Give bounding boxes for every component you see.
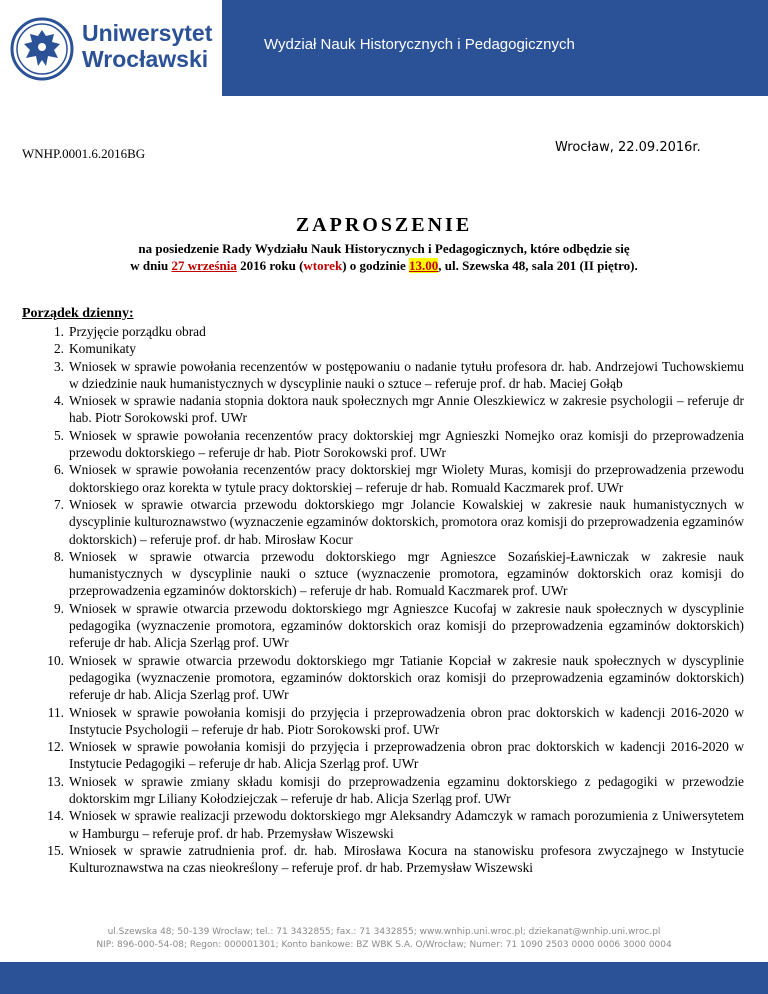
university-name-line1: Uniwersytet xyxy=(82,20,213,46)
agenda-item xyxy=(22,704,744,739)
agenda-item-text: Wniosek w sprawie powołania recenzentów w postępowaniu o nadanie tytułu profesora dr. hab. Andrzejowi Tuchowskiemu w dziedzinie nauk humanistycznych w dyscyplinie nauki o sztuce – referuje prof. dr hab. Maciej Gołąb xyxy=(69,358,744,391)
reference-number: WNHP.0001.6.2016BG xyxy=(22,146,146,161)
agenda-item xyxy=(22,652,744,704)
agenda-item-text: Wniosek w sprawie nadania stopnia doktora nauk społecznych mgr Annie Oleszkiewicz w zakresie psychologii – referuje dr hab. Piotr Sorokowski prof. UWr xyxy=(69,393,744,426)
agenda-item-number: 3. xyxy=(53,358,64,374)
university-name xyxy=(82,20,212,72)
agenda-item-text: Przyjęcie porządku obrad xyxy=(69,324,206,339)
meeting-mid2: ) o godzinie xyxy=(342,258,409,273)
university-name-line2: Wrocławski xyxy=(82,46,209,72)
letterhead xyxy=(0,0,768,96)
agenda-item xyxy=(22,548,744,600)
agenda-item-number: 4. xyxy=(53,393,64,409)
agenda-item-text: Wniosek w sprawie zmiany składu komisji do przeprowadzenia egzaminu doktorskiego z pedagogiki w przewodzie doktorskim mgr Liliany Kołodziejczak – referuje dr hab. Alicja Szerląg prof. UWr xyxy=(69,773,744,807)
agenda-item xyxy=(22,323,744,340)
agenda-item-number: 9. xyxy=(53,600,64,616)
meeting-day: wtorek xyxy=(303,258,343,273)
meeting-time: 13.00 xyxy=(409,258,439,273)
university-eagle-icon xyxy=(10,16,74,82)
agenda-item-number: 7. xyxy=(53,496,64,512)
footer-band xyxy=(0,962,768,994)
agenda-item-text: Wniosek w sprawie otwarcia przewodu doktorskiego mgr Agnieszce Sozańskiej-Ławniczak w zakresie nauk humanistycznych w dyscyplinie nauki o sztuce (wyznaczenie promotora, egzaminów doktorskich oraz komisji do przeprowadzenia egzaminów doktorskich) – referuje dr hab. Romuald Kaczmarek prof. UWr xyxy=(69,548,744,599)
agenda-item xyxy=(22,340,744,357)
faculty-name: Wydział Nauk Historycznych i Pedagogicznych xyxy=(264,36,575,53)
agenda-item-number: 10. xyxy=(47,652,64,668)
agenda-item-number: 15. xyxy=(47,842,64,858)
agenda-item-number: 2. xyxy=(53,341,64,357)
meeting-location: , ul. Szewska 48, sala 201 (II piętro). xyxy=(438,258,638,273)
agenda-item xyxy=(22,496,744,548)
meeting-mid1: 2016 roku ( xyxy=(236,258,304,273)
footer xyxy=(0,926,768,952)
agenda-heading: Porządek dzienny: xyxy=(22,306,134,321)
agenda-item-text: Wniosek w sprawie otwarcia przewodu doktorskiego mgr Jolancie Kowalskiej w zakresie nauk humanistycznych w dyscyplinie kulturoznawstwo (wyznaczenie egzaminów doktorskich, promotora oraz komisji do przeprowadzenia egzaminów doktorskich) – referuje prof. dr hab. Mirosław Kocur xyxy=(69,496,744,547)
document-title: ZAPROSZENIE xyxy=(295,214,473,236)
agenda-item-text: Wniosek w sprawie otwarcia przewodu doktorskiego mgr Tatianie Kopciał w zakresie nauk społecznych w dyscyplinie pedagogika (wyznaczenie promotora, egzaminów doktorskich oraz komisji do przeprowadzenia egzaminów doktorskich) referuje dr hab. Alicja Szerląg prof. UWr xyxy=(69,652,744,703)
agenda-item-text: Komunikaty xyxy=(69,341,136,357)
meeting-info xyxy=(0,240,768,274)
agenda-item-text: Wniosek w sprawie powołania komisji do przyjęcia i przeprowadzenia obron prac doktorskich w kadencji 2016-2020 w Instytucie Psychologii – referuje dr hab. Piotr Sorokowski prof. UWr xyxy=(69,704,744,737)
agenda-item-number: 5. xyxy=(53,427,64,443)
agenda-item xyxy=(22,773,744,808)
agenda-item-text: Wniosek w sprawie powołania komisji do przyjęcia i przeprowadzenia obron prac doktorskich w kadencji 2016-2020 w Instytucie Pedagogiki – referuje dr hab. Alicja Szerląg prof. UWr xyxy=(69,739,744,772)
place-date: Wrocław, 22.09.2016r. xyxy=(555,140,701,155)
agenda-item-text: Wniosek w sprawie realizacji przewodu doktorskiego mgr Aleksandry Adamczyk w ramach porozumienia z Uniwersytetem w Hamburgu – referuje prof. dr hab. Przemysław Wiszewski xyxy=(69,808,744,841)
footer-registration: NIP: 896-000-54-08; Regon: 000001301; Konto bankowe: BZ WBK S.A. O/Wrocław; Numer: 71 1090 2503 0000 0006 3000 0004 xyxy=(96,940,672,950)
agenda-item xyxy=(22,392,744,427)
meeting-info-line2 xyxy=(0,257,768,274)
agenda-item xyxy=(22,807,744,842)
agenda-item xyxy=(22,738,744,773)
meeting-prefix: w dniu xyxy=(130,258,172,273)
agenda-item-number: 8. xyxy=(53,548,64,564)
meeting-info-line1: na posiedzenie Rady Wydziału Nauk Historycznych i Pedagogicznych, które odbędzie się xyxy=(138,241,630,256)
agenda-item-number: 6. xyxy=(53,462,64,478)
agenda-item-number: 14. xyxy=(47,808,64,824)
agenda-item xyxy=(22,842,744,877)
logo-area xyxy=(0,0,222,96)
footer-contact: ul.Szewska 48; 50-139 Wrocław; tel.: 71 3432855; fax.: 71 3432855; www.wnhip.uni.wroc.pl; dziekanat@wnhip.uni.wroc.pl xyxy=(107,927,661,937)
agenda-item-text: Wniosek w sprawie powołania recenzentów pracy doktorskiej mgr Wiolety Muras, komisji do przeprowadzenia przewodu doktorskiego oraz korekta w tytule pracy doktorskiej – referuje dr hab. Romuald Kaczmarek prof. UWr xyxy=(69,462,744,495)
agenda-list xyxy=(22,323,744,877)
agenda-item-number: 1. xyxy=(53,324,64,339)
agenda-item xyxy=(22,358,744,393)
agenda-item-number: 11. xyxy=(47,704,64,720)
meeting-date: 27 września xyxy=(171,258,237,273)
agenda-item xyxy=(22,461,744,496)
agenda-item xyxy=(22,600,744,652)
agenda-item-number: 13. xyxy=(47,773,64,789)
agenda-item-number: 12. xyxy=(47,739,64,755)
agenda-item-text: Wniosek w sprawie zatrudnienia prof. dr. hab. Mirosława Kocura na stanowisku profesora zwyczajnego w Instytucie Kulturoznawstwa na czas nieokreślony – referuje prof. dr hab. Przemysław Wiszewski xyxy=(69,842,744,876)
agenda-item-text: Wniosek w sprawie otwarcia przewodu doktorskiego mgr Agnieszce Kucofaj w zakresie nauk społecznych w dyscyplinie pedagogika (wyznaczenie promotora, egzaminów doktorskich oraz komisji do przeprowadzenia egzaminów doktorskich) referuje dr hab. Alicja Szerląg prof. UWr xyxy=(69,600,744,651)
agenda-item-text: Wniosek w sprawie powołania recenzentów pracy doktorskiej mgr Agnieszki Nomejko oraz komisji do przeprowadzenia przewodu doktorskiego – referuje dr hab. Piotr Sorokowski prof. UWr xyxy=(69,427,744,461)
agenda-item xyxy=(22,427,744,462)
